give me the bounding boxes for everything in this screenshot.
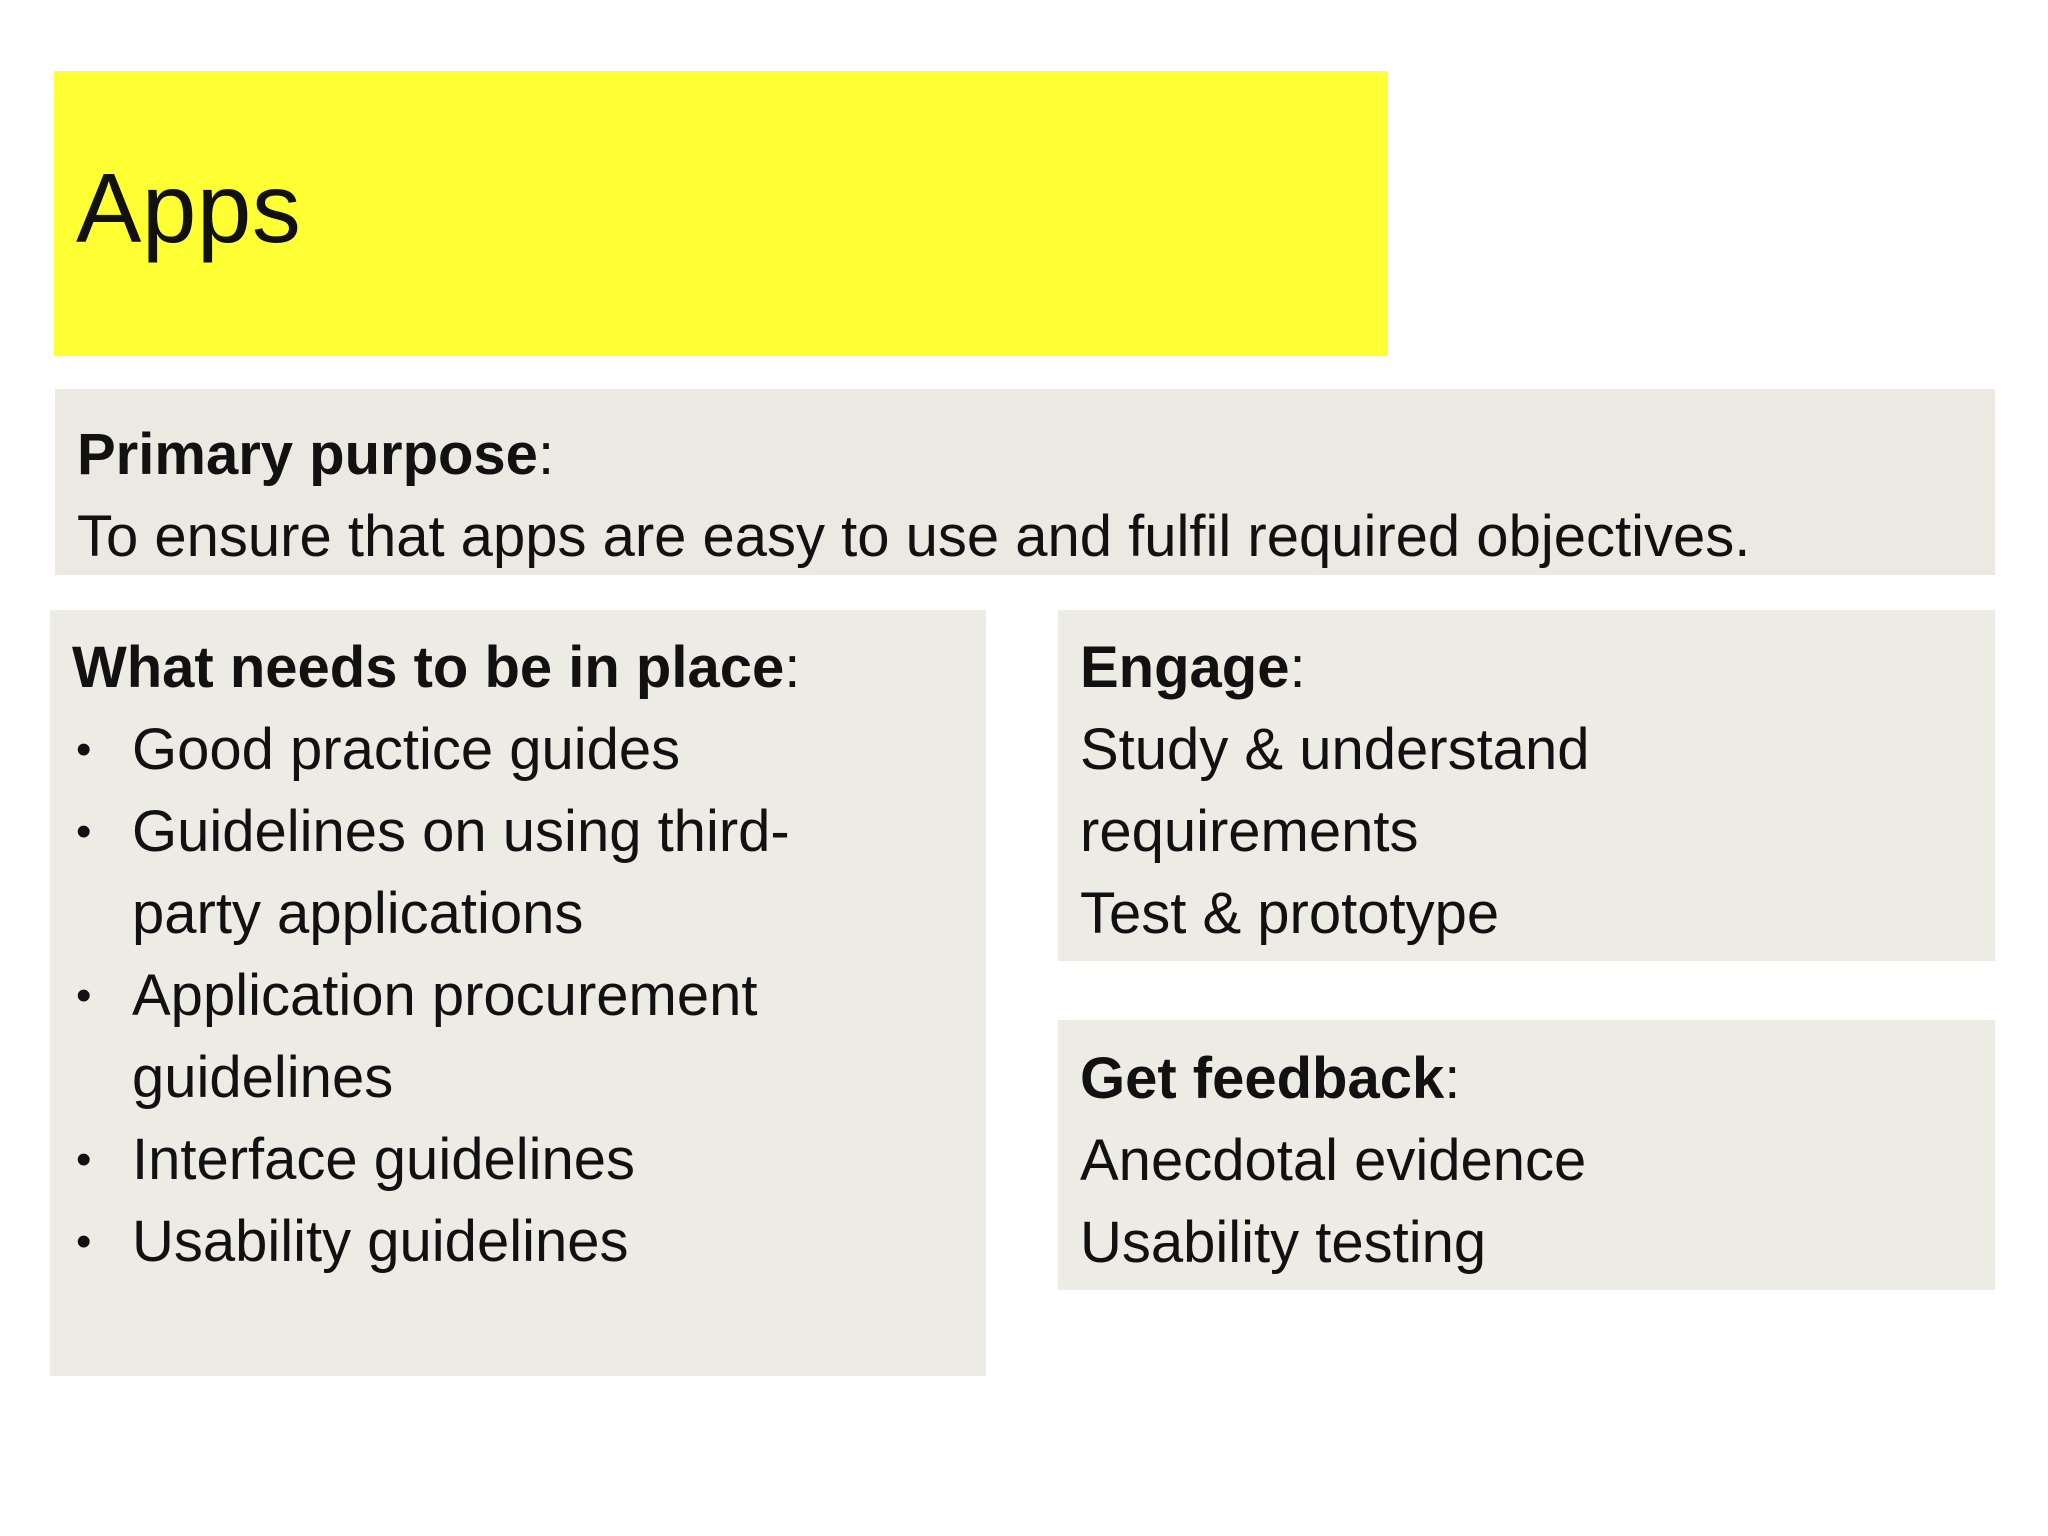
requirements-colon: : <box>784 635 801 700</box>
requirements-heading <box>72 627 986 709</box>
primary-purpose-heading <box>77 414 1995 496</box>
requirements-list-item <box>72 1201 986 1283</box>
feedback-panel <box>1058 1020 1995 1290</box>
requirements-list-item <box>72 709 986 791</box>
requirements-item-text: Guidelines on using third- party applications <box>132 799 790 946</box>
primary-purpose-label: Primary purpose <box>77 422 538 487</box>
feedback-line: Usability testing <box>1080 1210 1487 1275</box>
requirements-item-text: Usability guidelines <box>132 1209 629 1274</box>
title-banner <box>54 71 1388 356</box>
feedback-label: Get feedback <box>1080 1046 1445 1111</box>
bullet-icon: • <box>76 807 92 856</box>
primary-purpose-colon: : <box>537 422 555 487</box>
engage-line: Test & prototype <box>1080 881 1500 946</box>
bullet-icon: • <box>76 1217 92 1266</box>
bullet-icon: • <box>76 971 92 1020</box>
bullet-icon: • <box>76 1135 92 1184</box>
requirements-item-text: Interface guidelines <box>132 1127 635 1192</box>
feedback-line: Anecdotal evidence <box>1080 1128 1587 1193</box>
bullet-icon: • <box>76 725 92 774</box>
primary-purpose-panel <box>55 389 1995 575</box>
requirements-label: What needs to be in place <box>72 635 785 700</box>
requirements-list-item <box>72 955 986 1119</box>
feedback-colon: : <box>1444 1046 1461 1111</box>
engage-label: Engage <box>1080 635 1290 700</box>
requirements-list-item <box>72 1119 986 1201</box>
engage-line: Study & understand <box>1080 717 1590 782</box>
primary-purpose-text: To ensure that apps are easy to use and fulfil required objectives. <box>77 504 1751 569</box>
engage-heading <box>1080 627 1995 709</box>
requirements-item-text: Good practice guides <box>132 717 681 782</box>
requirements-list <box>72 709 986 1283</box>
requirements-item-text: Application procurement guidelines <box>132 963 758 1110</box>
engage-panel <box>1058 610 1995 961</box>
engage-colon: : <box>1289 635 1306 700</box>
slide-title: Apps <box>76 153 302 263</box>
feedback-heading <box>1080 1038 1995 1120</box>
requirements-list-item <box>72 791 986 955</box>
requirements-panel <box>50 610 986 1376</box>
engage-line: requirements <box>1080 799 1419 864</box>
